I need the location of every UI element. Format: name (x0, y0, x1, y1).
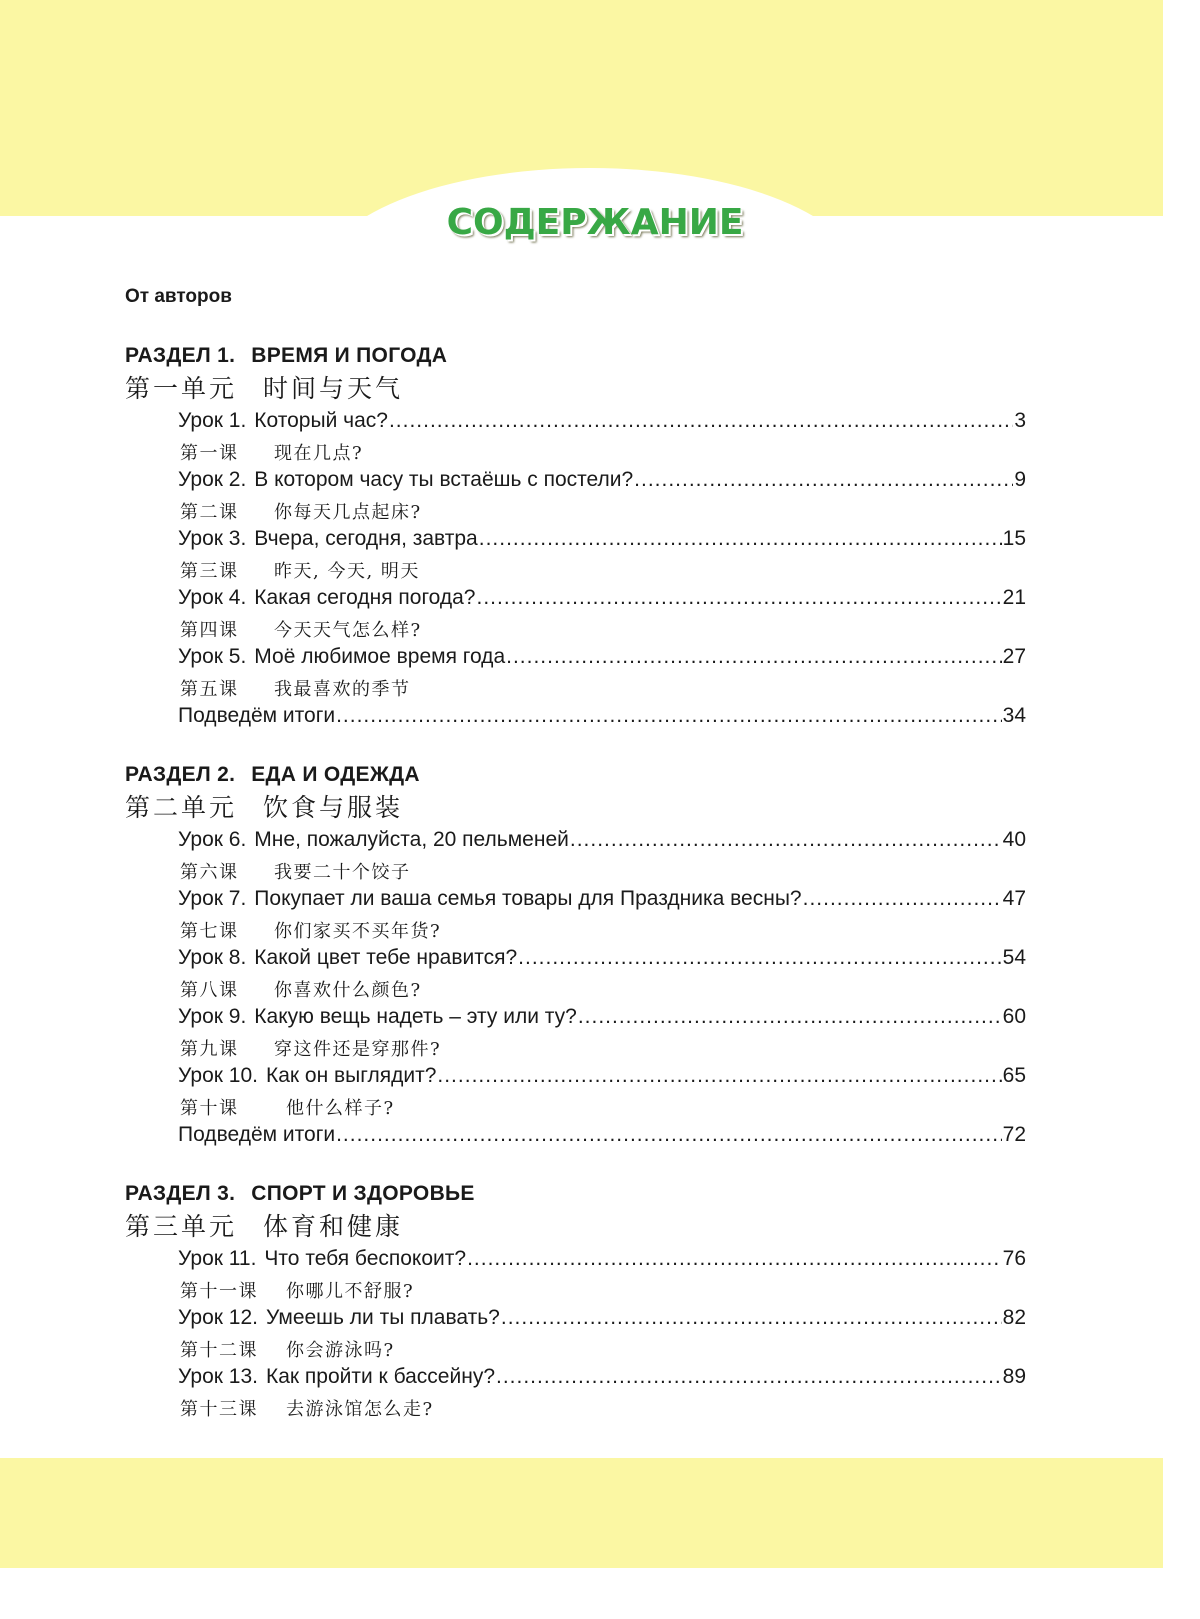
toc-entry-lesson-5[interactable] (178, 645, 1026, 671)
toc-entry-summary-1[interactable] (178, 704, 1026, 730)
page-number: 47 (1002, 887, 1026, 910)
toc-cn-lesson-11 (180, 1277, 414, 1303)
section-3-heading[interactable] (125, 1182, 475, 1206)
dot-leader (336, 704, 1002, 728)
lesson-label: Урок 5. (178, 645, 247, 668)
page-title: СОДЕРЖАНИЕ (446, 202, 744, 243)
summary-title: Подведём итоги (178, 704, 336, 727)
lesson-label: Урок 6. (178, 828, 247, 851)
toc-cn-lesson-3 (180, 557, 420, 583)
cn-lesson-label: 第五课 (180, 679, 239, 700)
cn-lesson-label: 第三课 (180, 561, 239, 582)
lesson-title: Какой цвет тебе нравится? (254, 946, 518, 969)
cn-lesson-label: 第十课 (180, 1098, 239, 1119)
cn-lesson-label: 第二课 (180, 502, 239, 523)
toc-cn-lesson-8 (180, 976, 422, 1002)
cn-lesson-title: 穿这件还是穿那件? (274, 1039, 442, 1060)
cn-lesson-title: 昨天, 今天, 明天 (274, 561, 420, 582)
lesson-title: Как он выглядит? (265, 1064, 437, 1087)
dot-leader (570, 828, 1002, 852)
page-number: 60 (1002, 1005, 1026, 1028)
section-2-cn-heading (125, 788, 403, 824)
toc-entry-lesson-1[interactable] (178, 409, 1026, 435)
toc-entry-lesson-10[interactable] (178, 1064, 1026, 1090)
page-number: 15 (1002, 527, 1026, 550)
lesson-label: Урок 11. (178, 1247, 257, 1270)
toc-cn-lesson-1 (180, 439, 363, 465)
lesson-label: Урок 13. (178, 1365, 258, 1388)
from-authors-entry[interactable]: От авторов (125, 286, 232, 307)
page-number: 21 (1002, 586, 1026, 609)
dot-leader (506, 645, 1002, 669)
toc-cn-lesson-7 (180, 917, 441, 943)
lesson-label: Урок 7. (178, 887, 247, 910)
cn-lesson-label: 第四课 (180, 620, 239, 641)
toc-entry-lesson-12[interactable] (178, 1306, 1026, 1332)
lesson-label: Урок 12. (178, 1306, 258, 1329)
page-number: 9 (1014, 468, 1026, 491)
lesson-title: Покупает ли ваша семья товары для Праздника весны? (254, 887, 802, 910)
page-number: 54 (1002, 946, 1026, 969)
page-number: 65 (1002, 1064, 1026, 1087)
toc-entry-lesson-4[interactable] (178, 586, 1026, 612)
page-number: 27 (1002, 645, 1026, 668)
lesson-title: Какую вещь надеть – эту или ту? (254, 1005, 577, 1028)
section-cn-title: 时间与天气 (263, 374, 404, 403)
dot-leader (437, 1064, 1001, 1088)
cn-lesson-title: 你们家买不买年货? (274, 921, 442, 942)
lesson-title: Какая сегодня погода? (254, 586, 476, 609)
section-1-heading[interactable] (125, 344, 447, 368)
section-label: РАЗДЕЛ 1. (125, 344, 236, 367)
section-3-cn-heading (125, 1207, 403, 1243)
toc-entry-lesson-11[interactable] (178, 1247, 1026, 1273)
page-number: 34 (1002, 704, 1026, 727)
section-cn-label: 第三单元 (125, 1212, 238, 1241)
page-number: 3 (1014, 409, 1026, 432)
lesson-label: Урок 2. (178, 468, 247, 491)
cn-lesson-label: 第一课 (180, 443, 239, 464)
section-title: СПОРТ И ЗДОРОВЬЕ (251, 1182, 475, 1205)
cn-lesson-title: 现在几点? (274, 443, 364, 464)
lesson-title: Который час? (254, 409, 388, 432)
cn-lesson-label: 第六课 (180, 862, 239, 883)
cn-lesson-label: 第十一课 (180, 1281, 258, 1302)
cn-lesson-title: 你每天几点起床? (274, 502, 422, 523)
summary-title: Подведём итоги (178, 1123, 336, 1146)
toc-entry-summary-2[interactable] (178, 1123, 1026, 1149)
toc-entry-lesson-6[interactable] (178, 828, 1026, 854)
page-number: 82 (1002, 1306, 1026, 1329)
footer-band (0, 1458, 1163, 1568)
dot-leader (389, 409, 1013, 433)
section-title: ЕДА И ОДЕЖДА (251, 763, 420, 786)
cn-lesson-title: 你喜欢什么颜色? (274, 980, 422, 1001)
dot-leader (578, 1005, 1002, 1029)
cn-lesson-title: 你会游泳吗? (286, 1340, 395, 1361)
toc-cn-lesson-6 (180, 858, 411, 884)
toc-entry-lesson-9[interactable] (178, 1005, 1026, 1031)
dot-leader (476, 586, 1001, 610)
cn-lesson-label: 第十二课 (180, 1340, 258, 1361)
section-title: ВРЕМЯ И ПОГОДА (251, 344, 448, 367)
toc-entry-lesson-7[interactable] (178, 887, 1026, 913)
toc-cn-lesson-12 (180, 1336, 395, 1362)
lesson-label: Урок 3. (178, 527, 247, 550)
lesson-title: В котором часу ты встаёшь с постели? (254, 468, 634, 491)
lesson-title: Как пройти к бассейну? (265, 1365, 495, 1388)
section-label: РАЗДЕЛ 2. (125, 763, 236, 786)
lesson-label: Урок 4. (178, 586, 247, 609)
lesson-title: Вчера, сегодня, завтра (254, 527, 478, 550)
page-number: 89 (1002, 1365, 1026, 1388)
section-cn-label: 第一单元 (125, 374, 238, 403)
toc-entry-lesson-2[interactable] (178, 468, 1026, 494)
cn-lesson-label: 第九课 (180, 1039, 239, 1060)
toc-cn-lesson-10 (180, 1094, 395, 1120)
section-label: РАЗДЕЛ 3. (125, 1182, 236, 1205)
cn-lesson-title: 我最喜欢的季节 (274, 679, 411, 700)
toc-cn-lesson-13 (180, 1395, 434, 1421)
lesson-label: Урок 10. (178, 1064, 258, 1087)
dot-leader (496, 1365, 1002, 1389)
section-cn-title: 饮食与服装 (263, 793, 404, 822)
dot-leader (803, 887, 1002, 911)
toc-entry-lesson-13[interactable] (178, 1365, 1026, 1391)
section-1-cn-heading (125, 369, 403, 405)
toc-cn-lesson-2 (180, 498, 422, 524)
page-number: 72 (1002, 1123, 1026, 1146)
dot-leader (501, 1306, 1002, 1330)
dot-leader (479, 527, 1002, 551)
dot-leader (634, 468, 1013, 492)
cn-lesson-title: 他什么样子? (286, 1098, 395, 1119)
toc-cn-lesson-9 (180, 1035, 441, 1061)
lesson-title: Моё любимое время года (254, 645, 506, 668)
dot-leader (467, 1247, 1002, 1271)
cn-lesson-label: 第七课 (180, 921, 239, 942)
cn-lesson-title: 我要二十个饺子 (274, 862, 411, 883)
section-cn-label: 第二单元 (125, 793, 238, 822)
toc-cn-lesson-4 (180, 616, 422, 642)
section-cn-title: 体育和健康 (263, 1212, 404, 1241)
lesson-title: Умеешь ли ты плавать? (265, 1306, 500, 1329)
toc-entry-lesson-3[interactable] (178, 527, 1026, 553)
dot-leader (518, 946, 1001, 970)
cn-lesson-label: 第八课 (180, 980, 239, 1001)
lesson-label: Урок 9. (178, 1005, 247, 1028)
dot-leader (336, 1123, 1002, 1147)
cn-lesson-title: 今天天气怎么样? (274, 620, 422, 641)
toc-cn-lesson-5 (180, 675, 411, 701)
lesson-label: Урок 1. (178, 409, 247, 432)
cn-lesson-label: 第十三课 (180, 1399, 258, 1420)
page-number: 40 (1002, 828, 1026, 851)
toc-entry-lesson-8[interactable] (178, 946, 1026, 972)
lesson-title: Что тебя беспокоит? (264, 1247, 467, 1270)
lesson-label: Урок 8. (178, 946, 247, 969)
page-number: 76 (1002, 1247, 1026, 1270)
cn-lesson-title: 去游泳馆怎么走? (286, 1399, 434, 1420)
section-2-heading[interactable] (125, 763, 420, 787)
cn-lesson-title: 你哪儿不舒服? (286, 1281, 415, 1302)
lesson-title: Мне, пожалуйста, 20 пельменей (254, 828, 569, 851)
